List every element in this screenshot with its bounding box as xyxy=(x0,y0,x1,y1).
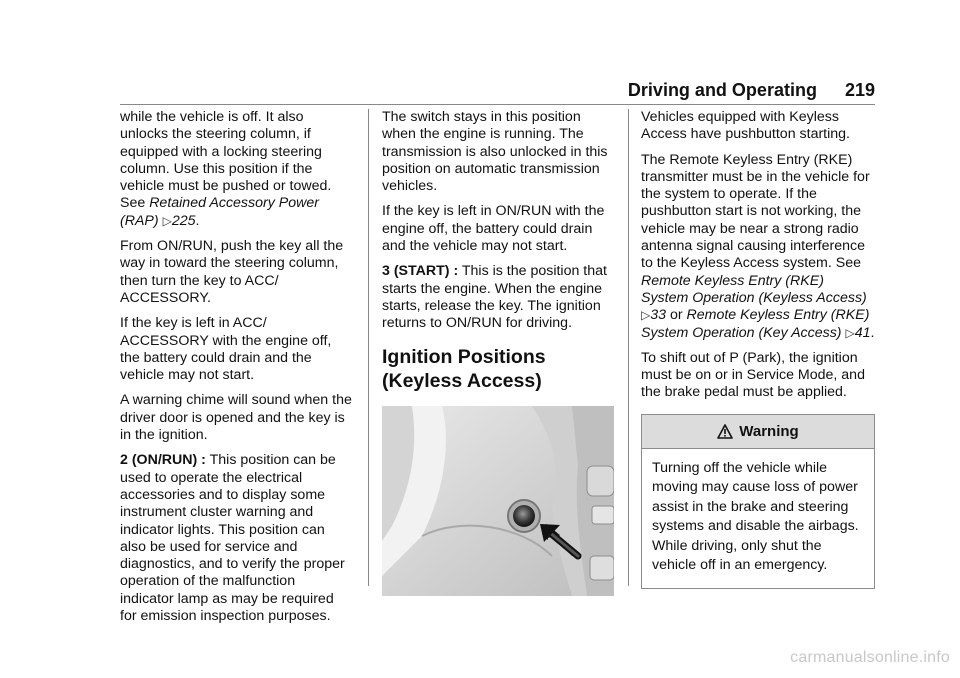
paragraph xyxy=(382,263,616,332)
paragraph-text: or xyxy=(666,307,687,324)
paragraph-text: while the vehicle is off. It also unlocks the steering column, if equipped with a locking steering column. Use this position if the vehicle must be pushed or towed. See xyxy=(120,109,332,212)
paragraph: The switch stays in this position when the engine is running. The transmission is also unlocked in this position on automatic transmission vehicles. xyxy=(382,109,608,195)
paragraph xyxy=(120,452,352,625)
column-1 xyxy=(120,109,352,633)
warning-text: Turning off the vehicle while moving may cause loss of power assist in the brake and steering systems and disable the airbags. While driving, only shut the vehicle off in an emergency. xyxy=(652,459,859,574)
paragraph: A warning chime will sound when the driver door is opened and the key is in the ignition. xyxy=(120,392,352,444)
xref-link[interactable]: Remote Keyless Entry (RKE) System Operation (Keyless Access) xyxy=(641,272,867,306)
xref-link[interactable]: Retained Accessory Power (RAP) xyxy=(120,195,319,229)
warning-box xyxy=(641,414,875,589)
page-reference-arrow-icon: ▷ xyxy=(845,325,855,340)
paragraph: Vehicles equipped with Keyless Access have pushbutton starting. xyxy=(641,109,850,143)
watermark: carmanualsonline.info xyxy=(790,649,950,666)
paragraph-text: The Remote Keyless Entry (RKE) transmitter must be in the vehicle for the system to operate. If the pushbutton start is not working, the vehicle may be near a strong radio antenna signal causing interference to the Keyless Access system. See xyxy=(641,151,870,272)
paragraph: If the key is left in ACC/ ACCESSORY with the engine off, the battery could drain and the vehicle may not start. xyxy=(120,315,332,384)
section-title: Driving and Operating xyxy=(627,80,817,100)
warning-header xyxy=(642,415,874,449)
warning-triangle-icon xyxy=(717,424,733,439)
warning-title: Warning xyxy=(739,422,799,440)
paragraph: while the vehicle is off. It also unlocks the steering column, if equipped with a locking steering column. Use this position if the vehicle must be pushed or towed. See Retained Accessory Power (RAP) ▷225. xyxy=(120,109,332,229)
ignition-photo xyxy=(382,406,614,596)
page-header xyxy=(600,80,875,101)
xref-page[interactable]: 225 xyxy=(171,212,196,229)
position-label: 3 (START) : xyxy=(382,263,459,280)
paragraph: From ON/RUN, push the key all the way in toward the steering column, then turn the key to ACC/ ACCESSORY. xyxy=(120,238,344,306)
column-3 xyxy=(641,109,875,589)
paragraph-text: This position can be used to operate the electrical accessories and to display some instrument cluster warning and indicator lights. This position can also be used for service and diagnostics, and to verify the proper operation of the malfunction indicator lamp as may be required for emission inspection purposes. xyxy=(120,452,345,625)
column-divider xyxy=(368,109,369,586)
xref-page[interactable]: 41 xyxy=(854,324,871,341)
page-number: 219 xyxy=(844,80,875,100)
column-divider xyxy=(628,109,629,586)
paragraph: If the key is left in ON/RUN with the engine off, the battery could drain and the vehicle may not start. xyxy=(382,203,605,255)
paragraph: The Remote Keyless Entry (RKE) transmitter must be in the vehicle for the system to operate. If the pushbutton start is not working, the vehicle may be near a strong radio antenna signal causing interference to the Keyless Access system. See Remote Keyless Entry (RKE) System Operation (Keyless Access) ▷33 or Remote Keyless Entry (RKE) System Operation (Key Access) ▷41. xyxy=(641,151,875,341)
position-label: 2 (ON/RUN) : xyxy=(120,452,206,469)
page-reference-arrow-icon: ▷ xyxy=(641,308,651,323)
xref-page[interactable]: 33 xyxy=(650,307,667,324)
section-heading: Ignition Positions (Keyless Access) xyxy=(382,345,546,392)
xref-link[interactable]: Remote Keyless Entry (RKE) System Operation (Key Access) xyxy=(641,307,870,341)
column-2 xyxy=(382,109,616,596)
paragraph: To shift out of P (Park), the ignition must be on or in Service Mode, and the brake pedal must be applied. xyxy=(641,349,865,401)
paragraph-text: This is the position that starts the engine. When the engine starts, release the key. The ignition returns to ON/RUN for driving. xyxy=(382,263,607,332)
page-reference-arrow-icon: ▷ xyxy=(162,213,172,228)
header-rule xyxy=(120,104,875,105)
